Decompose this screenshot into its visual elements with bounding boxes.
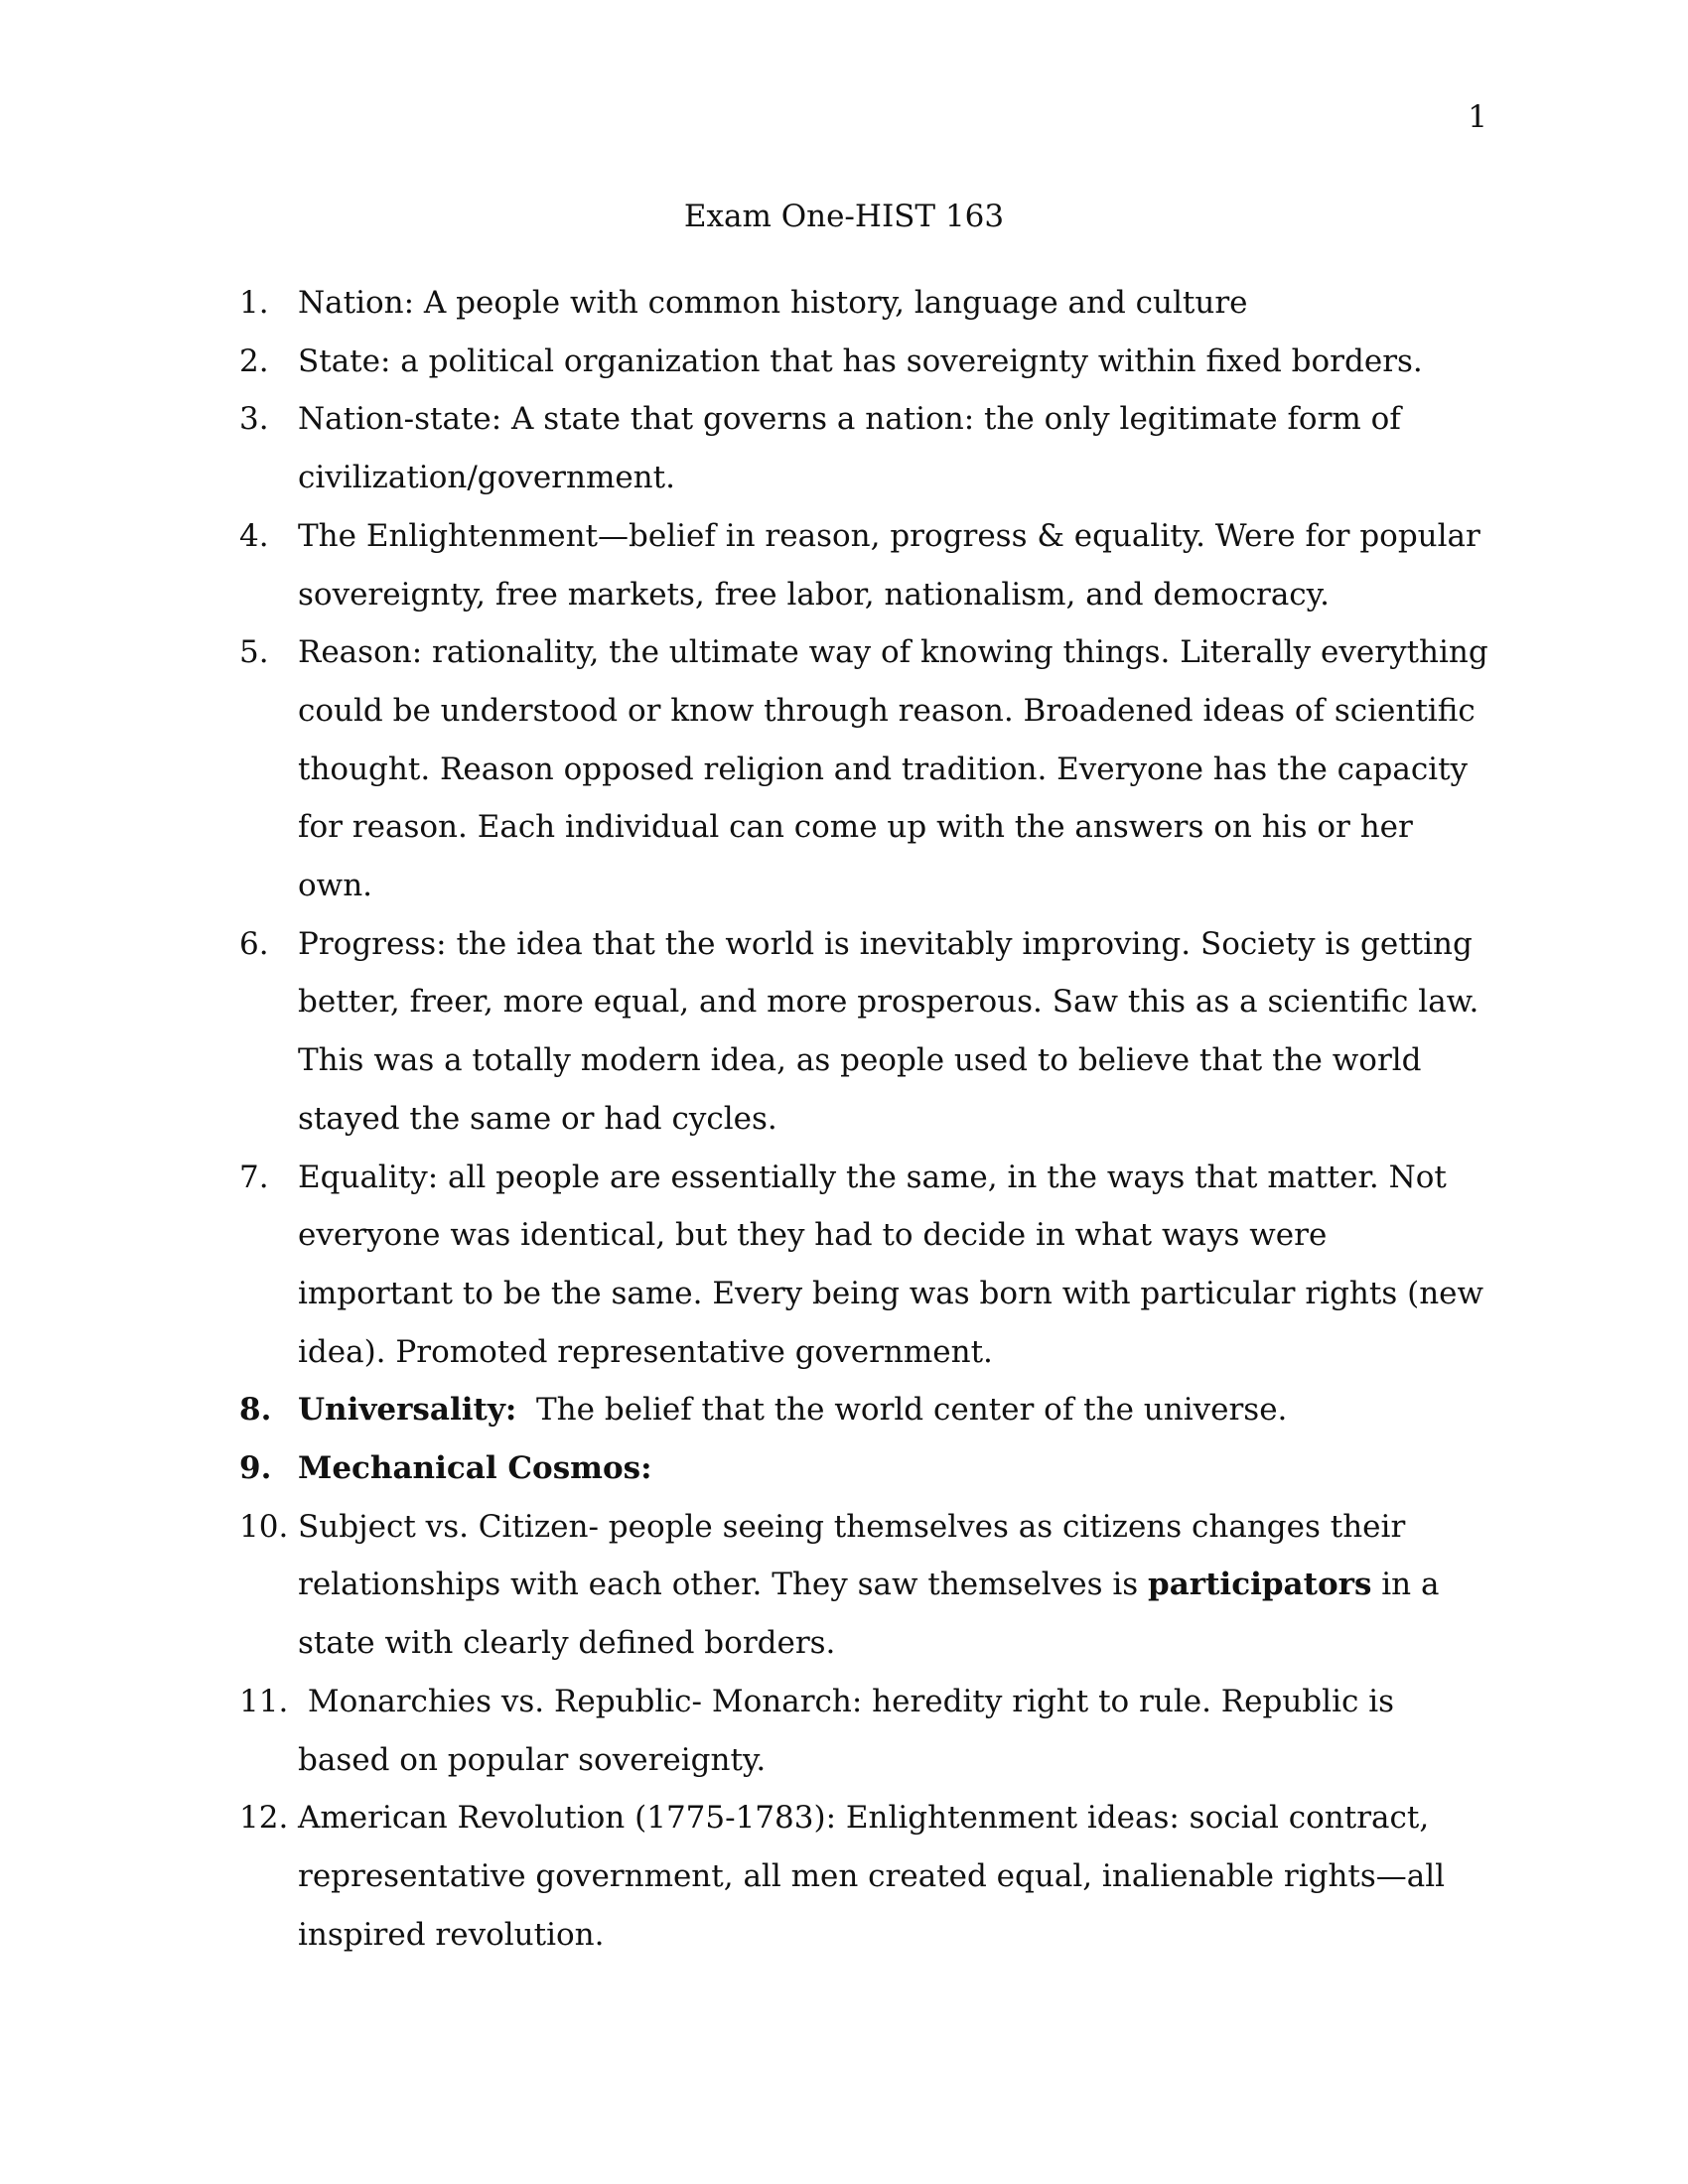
item-number: 10. (239, 1508, 289, 1545)
item-text: American Revolution (1775-1783): Enlightenment ideas: social contract, representative government, all men created equal, inalienable rights—all inspired revolution. (298, 1800, 1446, 1953)
item-number: 11. (239, 1683, 289, 1719)
list-item (239, 1498, 1490, 1673)
item-text: The Enlightenment—belief in reason, progress & equality. Were for popular sovereignty, free markets, free labor, nationalism, and democracy. (298, 517, 1480, 613)
item-text: Progress: the idea that the world is inevitably improving. Society is getting better, freer, more equal, and more prosperous. Saw this as a scientific law. This was a totally modern idea, as people used to believe that the world stayed the same or had cycles. (298, 925, 1479, 1137)
list-item (239, 1381, 1490, 1439)
list-item (239, 333, 1490, 391)
document-title: Exam One-HIST 163 (683, 199, 1005, 234)
item-text: Equality: all people are essentially the same, in the ways that matter. Not everyone was identical, but they had to decide in what ways were important to be the same. Every being was born with particular rights (new idea). Promoted representative government. (298, 1159, 1484, 1370)
item-number: 7. (239, 1159, 269, 1195)
item-text: Nation: A people with common history, language and culture (298, 285, 1248, 321)
list-item (239, 1789, 1490, 1964)
list-item (239, 623, 1490, 915)
list-item (239, 915, 1490, 1149)
item-text: in a state with clearly defined borders. (298, 1567, 1440, 1662)
item-term: Universality: (298, 1392, 517, 1429)
item-number: 9. (239, 1450, 272, 1487)
item-number: 1. (239, 285, 269, 321)
item-number: 2. (239, 342, 269, 379)
list-item (239, 390, 1490, 506)
list-item (239, 1439, 1490, 1498)
item-number: 8. (239, 1392, 272, 1429)
list-item (239, 1149, 1490, 1382)
list-item (239, 274, 1490, 333)
item-number: 5. (239, 634, 269, 671)
page-number: 1 (1468, 99, 1487, 135)
item-text: Nation-state: A state that governs a nation: the only legitimate form of civilization/government. (298, 401, 1401, 496)
item-text: Subject vs. Citizen- people seeing themselves as citizens changes their relationships with each other. They saw themselves is (298, 1508, 1406, 1603)
item-text: Monarchies vs. Republic- Monarch: heredity right to rule. Republic is based on popular sovereignty. (298, 1683, 1404, 1778)
item-number: 12. (239, 1800, 289, 1837)
item-number: 3. (239, 401, 269, 438)
item-number: 4. (239, 517, 269, 554)
item-text: Reason: rationality, the ultimate way of knowing things. Literally everything could be understood or know through reason. Broadened ideas of scientific thought. Reason opposed religion and tradition. Everyone has the capacity for reason. Each individual can come up with the answers on his or her own. (298, 634, 1488, 904)
list-item (239, 1673, 1490, 1789)
list-item (239, 507, 1490, 623)
item-text: The belief that the world center of the universe. (516, 1392, 1288, 1429)
item-text: State: a political organization that has sovereignty within fixed borders. (298, 342, 1423, 379)
item-term: Mechanical Cosmos: (298, 1450, 652, 1487)
item-number: 6. (239, 925, 269, 962)
term-list (239, 274, 1490, 1964)
emphasized-word: participators (1148, 1567, 1372, 1603)
